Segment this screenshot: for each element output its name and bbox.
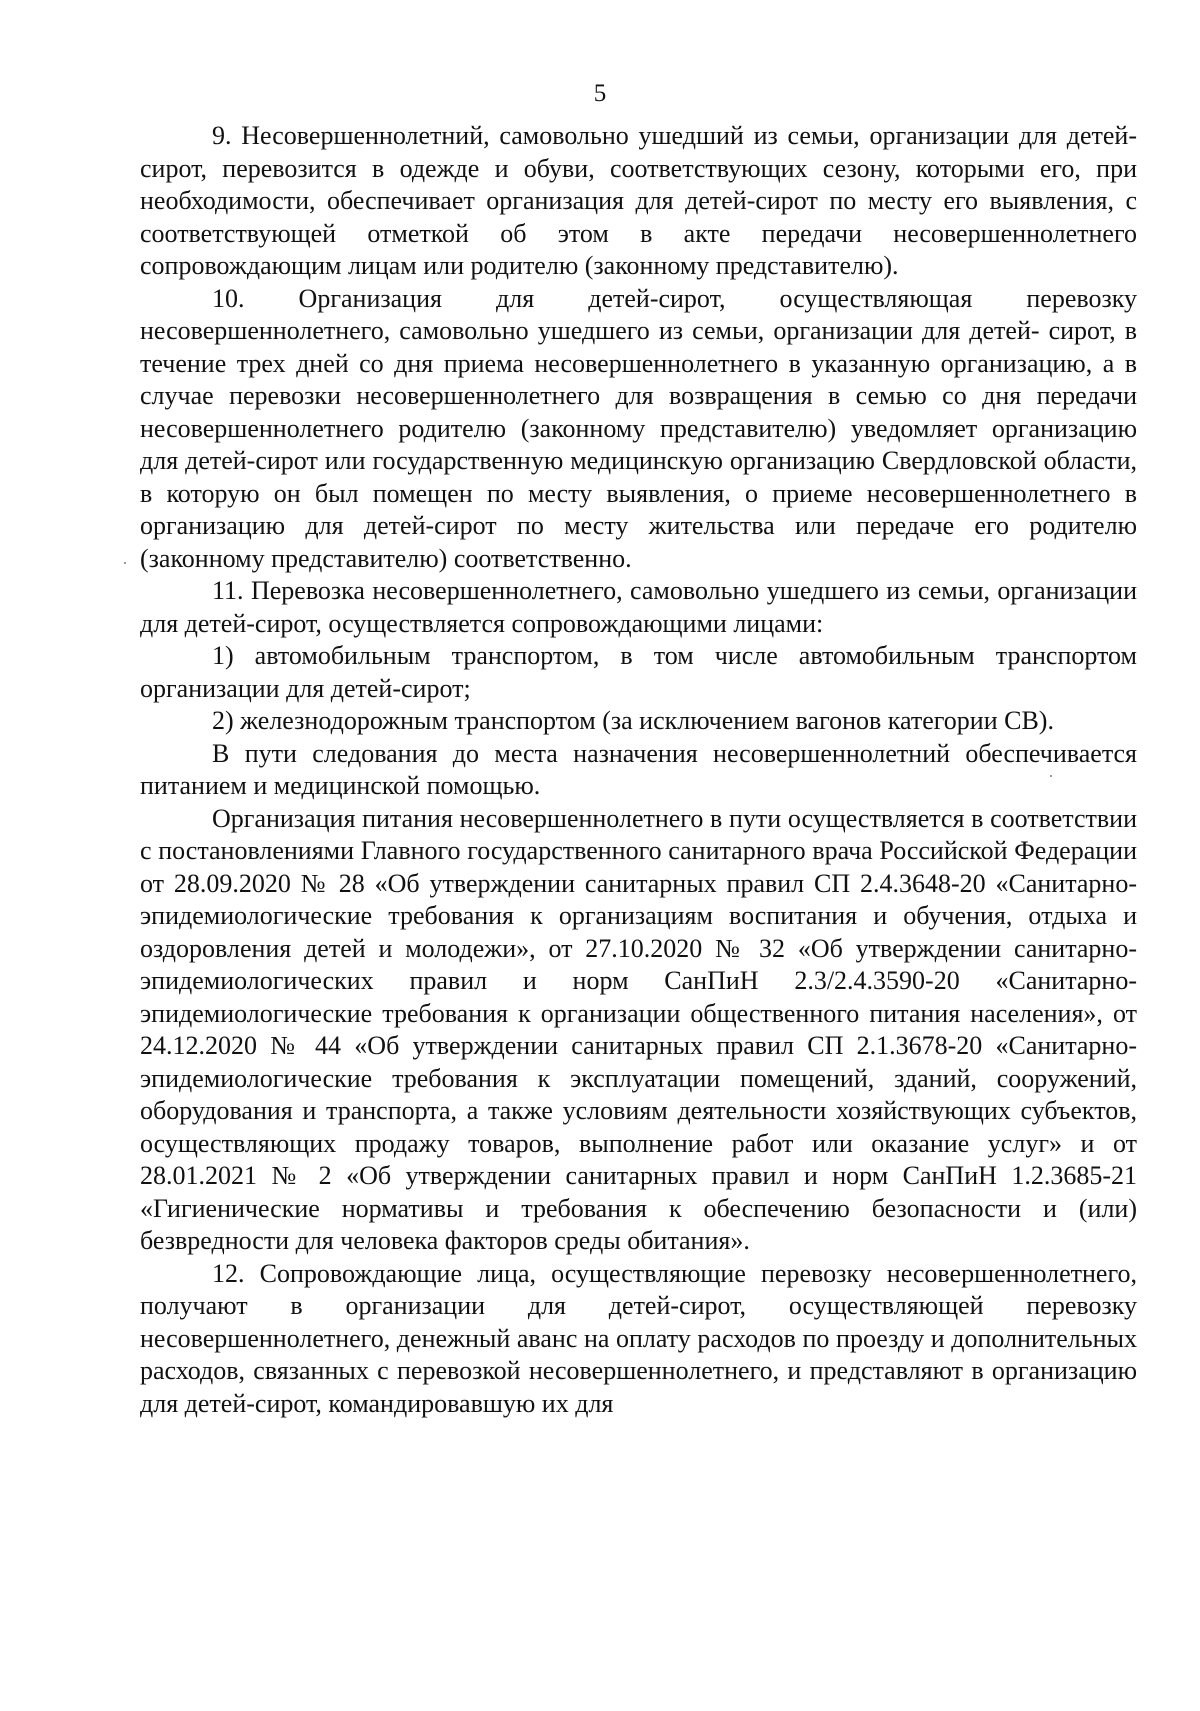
paragraph-meals-regulations: Организация питания несовершеннолетнего в пути осуществляется в соответствии с постановлениями Главного государственного санитарного врача Российской Федерации от 28.09.2020 № 28 «Об утверждении санитарных правил СП 2.4.3648-20 «Санитарно-эпидемиологические требования к организациям воспитания и обучения, отдыха и оздоровления детей и молодежи», от 27.10.2020 № 32 «Об утверждении санитарно-эпидемиологических правил и норм СанПиН 2.3/2.4.3590-20 «Санитарно-эпидемиологические требования к организации общественного питания населения», от 24.12.2020 № 44 «Об утверждении санитарных правил СП 2.1.3678-20 «Санитарно-эпидемиологические требования к эксплуатации помещений, зданий, сооружений, оборудования и транспорта, а также условиям деятельности хозяйствующих субъектов, осуществляющих продажу товаров, выполнение работ или оказание услуг» и от 28.01.2021 № 2 «Об утверждении санитарных правил и норм СанПиН 1.2.3685-21 «Гигиенические нормативы и требования к обеспечению безопасности и (или) безвредности для человека факторов среды обитания». — [140, 803, 1137, 1255]
list-item-rail-transport: 2) железнодорожным транспортом (за исключением вагонов категории СВ). — [212, 706, 1054, 735]
paragraph-9: 9. Несовершеннолетний, самовольно ушедший из семьи, организации для детей-сирот, перевозится в одежде и обуви, соответствующих сезону, которыми его, при необходимости, обеспечивает организация для детей-сирот по месту его выявления, с соответствующей отметкой об этом в акте передачи несовершеннолетнего сопровождающим лицам или родителю (законному представителю). — [140, 121, 1137, 280]
page-number: 5 — [593, 80, 607, 107]
document-body — [140, 120, 1137, 1420]
list-item-auto-transport: 1) автомобильным транспортом, в том числе автомобильным транспортом организации для детей-сирот; — [140, 641, 1137, 703]
paragraph-12: 12. Сопровождающие лица, осуществляющие перевозку несовершеннолетнего, получают в организации для детей-сирот, осуществляющей перевозку несовершеннолетнего, денежный аванс на оплату расходов по проезду и дополнительных расходов, связанных с перевозкой несовершеннолетнего, и представляют в организацию для детей-сирот, командировавшую их для — [140, 1258, 1137, 1418]
paragraph-11: 11. Перевозка несовершеннолетнего, самовольно ушедшего из семьи, организации для детей-сирот, осуществляется сопровождающими лицами: — [140, 576, 1137, 638]
scan-speck — [1050, 775, 1052, 777]
paragraph-meals-medical: В пути следования до места назначения несовершеннолетний обеспечивается питанием и медицинской помощью. — [140, 738, 1137, 800]
paragraph-10: 10. Организация для детей-сирот, осуществляющая перевозку несовершеннолетнего, самовольно ушедшего из семьи, организации для детей- сирот, в течение трех дней со дня приема несовершеннолетнего в указанную организацию, а в случае перевозки несовершеннолетнего для возвращения в семью со дня передачи несовершеннолетнего родителю (законному представителю) уведомляет организацию для детей-сирот или государственную медицинскую организацию Свердловской области, в которую он был помещен по месту выявления, о приеме несовершеннолетнего в организацию для детей-сирот по месту жительства или передаче его родителю (законному представителю) соответственно. — [140, 283, 1137, 573]
scan-speck — [124, 562, 126, 564]
